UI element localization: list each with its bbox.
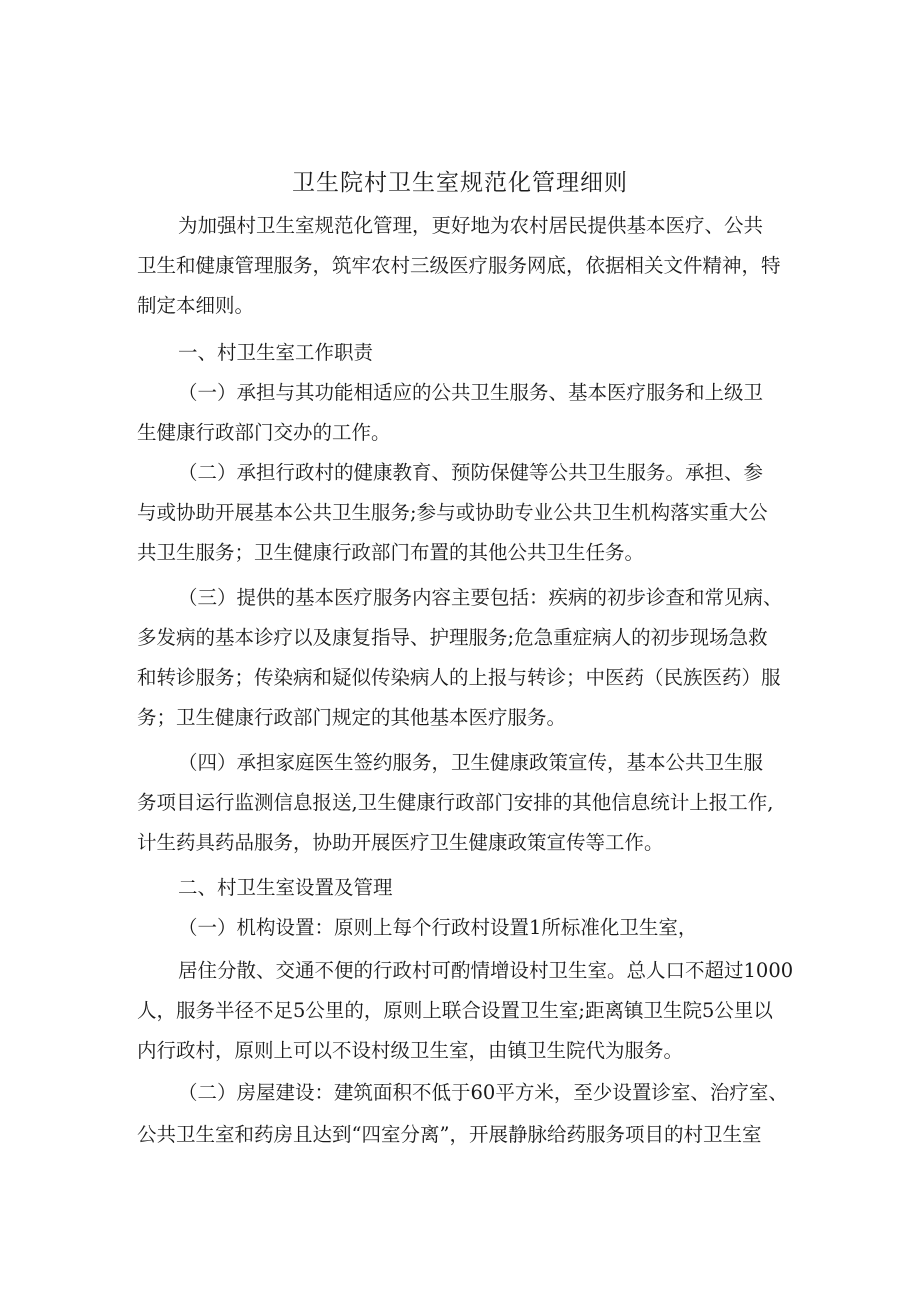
paragraph-line: 与或协助开展基本公共卫生服务;参与或协助专业公共卫生机构落实重大公 [137, 501, 768, 524]
paragraph-line: （二）房屋建设：建筑面积不低于60平方米，至少设置诊室、治疗室、 [178, 1081, 788, 1104]
paragraph-line: 卫生和健康管理服务，筑牢农村三级医疗服务网底，依据相关文件精神，特 [137, 254, 781, 277]
paragraph-line: （二）承担行政村的健康教育、预防保健等公共卫生服务。承担、参 [178, 461, 764, 484]
paragraph-line: 务项目运行监测信息报送,卫生健康行政部门安排的其他信息统计上报工作, [137, 791, 774, 814]
section-heading: 二、村卫生室设置及管理 [178, 876, 393, 899]
paragraph-line: （三）提供的基本医疗服务内容主要包括：疾病的初步诊查和常见病、 [178, 586, 783, 609]
paragraph-line: 务；卫生健康行政部门规定的其他基本医疗服务。 [137, 706, 567, 729]
section-heading: 一、村卫生室工作职责 [178, 341, 374, 364]
paragraph-line: 制定本细则。 [137, 294, 255, 317]
document-title: 卫生院村卫生室规范化管理细则 [292, 170, 628, 196]
paragraph-line: 共卫生服务；卫生健康行政部门布置的其他公共卫生任务。 [137, 541, 645, 564]
paragraph-line: 多发病的基本诊疗以及康复指导、护理服务;危急重症病人的初步现场急救 [137, 626, 768, 649]
paragraph-line: 人，服务半径不足5公里的，原则上联合设置卫生室;距离镇卫生院5公里以 [137, 999, 773, 1022]
paragraph-line: 居住分散、交通不便的行政村可酌情增设村卫生室。总人口不超过1000 [178, 959, 794, 982]
paragraph-line: 计生药具药品服务，协助开展医疗卫生健康政策宣传等工作。 [137, 831, 664, 854]
paragraph-line: 公共卫生室和药房且达到“四室分离”，开展静脉给药服务项目的村卫生室 [137, 1123, 762, 1146]
paragraph-line: 为加强村卫生室规范化管理，更好地为农村居民提供基本医疗、公共 [178, 214, 764, 237]
paragraph-line: （四）承担家庭医生签约服务，卫生健康政策宣传，基本公共卫生服 [178, 751, 764, 774]
paragraph-line: （一）承担与其功能相适应的公共卫生服务、基本医疗服务和上级卫 [178, 381, 764, 404]
paragraph-line: 生健康行政部门交办的工作。 [137, 421, 391, 444]
paragraph-line: 和转诊服务；传染病和疑似传染病人的上报与转诊；中医药（民族医药）服 [137, 666, 781, 689]
paragraph-line: 内行政村，原则上可以不设村级卫生室，由镇卫生院代为服务。 [137, 1039, 684, 1062]
paragraph-line: （一）机构设置：原则上每个行政村设置1所标准化卫生室， [178, 916, 698, 939]
